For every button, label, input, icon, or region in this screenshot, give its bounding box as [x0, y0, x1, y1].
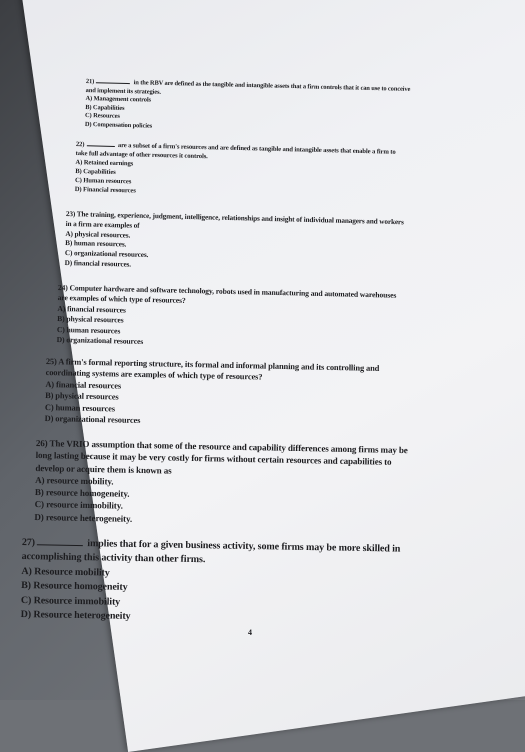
question-text: The training, experience, judgment, intelligence, relationships and insight of individual managers and workers in a firm are examples of [65, 210, 404, 230]
question-22 [75, 140, 406, 202]
question-text: A firm's formal reporting structure, its formal and informal planning and its controlling and coordinating systems are examples of which type of resources? [45, 357, 380, 382]
question-number: 21) [85, 78, 95, 86]
option-c: C) human resources [56, 324, 121, 336]
question-text: The VRIO assumption that some of the resource and capability differences among firms may be long lasting because it may be very costly for firms without certain resources and capabilities to develop or acquire them is known as [35, 438, 408, 476]
option-c: C) Human resources [74, 176, 132, 186]
answer-blank [96, 82, 130, 84]
option-b: B) Capabilities [85, 103, 125, 112]
option-a: A) resource mobility. [35, 474, 114, 487]
option-d: D) financial resources. [64, 258, 132, 269]
question-number: 22) [75, 140, 85, 149]
question-text: implies that for a given business activity, some firms may be more skilled in accomplishing this activity than other firms. [21, 538, 401, 566]
option-b: B) Resource homogeneity [21, 580, 128, 594]
question-text: Computer hardware and software technology, robots used in manufacturing and automated warehouses are examples of which type of resources? [57, 283, 397, 306]
option-c: C) resource immobility. [34, 499, 123, 512]
question-number: 23) [65, 210, 76, 219]
question-text: are a subset of a firm's resources and are defined as tangible and intangible assets that enable a firm to take full advantage of other resources it controls. [75, 142, 396, 161]
option-d: D) resource heterogeneity. [34, 511, 133, 524]
option-c: C) organizational resources. [64, 249, 149, 260]
answer-blank [37, 544, 83, 546]
option-a: A) Retained earnings [75, 158, 134, 168]
question-text: in the RBV are defined as the tangible and intangible assets that a firm controls that it can use to conceive and implement its strategies. [85, 79, 411, 96]
option-a: A) physical resources. [65, 229, 131, 240]
question-27 [20, 536, 421, 629]
answer-blank [86, 145, 114, 147]
option-d: D) organizational resources [56, 335, 144, 346]
question-number: 24) [57, 283, 68, 293]
option-b: B) Capabilities [75, 167, 116, 176]
page-number: 4 [248, 628, 252, 637]
question-number: 25) [45, 356, 57, 367]
option-d: D) Resource heterogeneity [20, 609, 131, 622]
option-b: B) human resources. [65, 239, 127, 249]
question-number: 27) [21, 536, 36, 549]
option-d: D) Compensation policies [84, 120, 153, 130]
option-b: B) resource homogeneity. [34, 487, 130, 499]
option-c: C) human resources [44, 402, 116, 414]
option-b: B) physical resources [45, 391, 119, 402]
option-a: A) financial resources [57, 303, 126, 315]
option-d: D) Financial resources [74, 185, 136, 195]
option-c: C) Resource immobility [20, 594, 121, 608]
question-25 [45, 356, 406, 432]
option-a: A) Resource mobility [21, 565, 110, 579]
option-b: B) physical resources [57, 314, 124, 325]
question-26 [34, 437, 421, 530]
question-23 [65, 210, 406, 277]
option-c: C) Resources [84, 112, 120, 121]
option-a: A) financial resources [45, 379, 122, 391]
question-number: 26) [35, 437, 48, 449]
option-d: D) organizational resources [44, 414, 141, 426]
question-24 [57, 283, 408, 353]
option-a: A) Management controls [85, 95, 152, 104]
question-21 [85, 78, 416, 138]
